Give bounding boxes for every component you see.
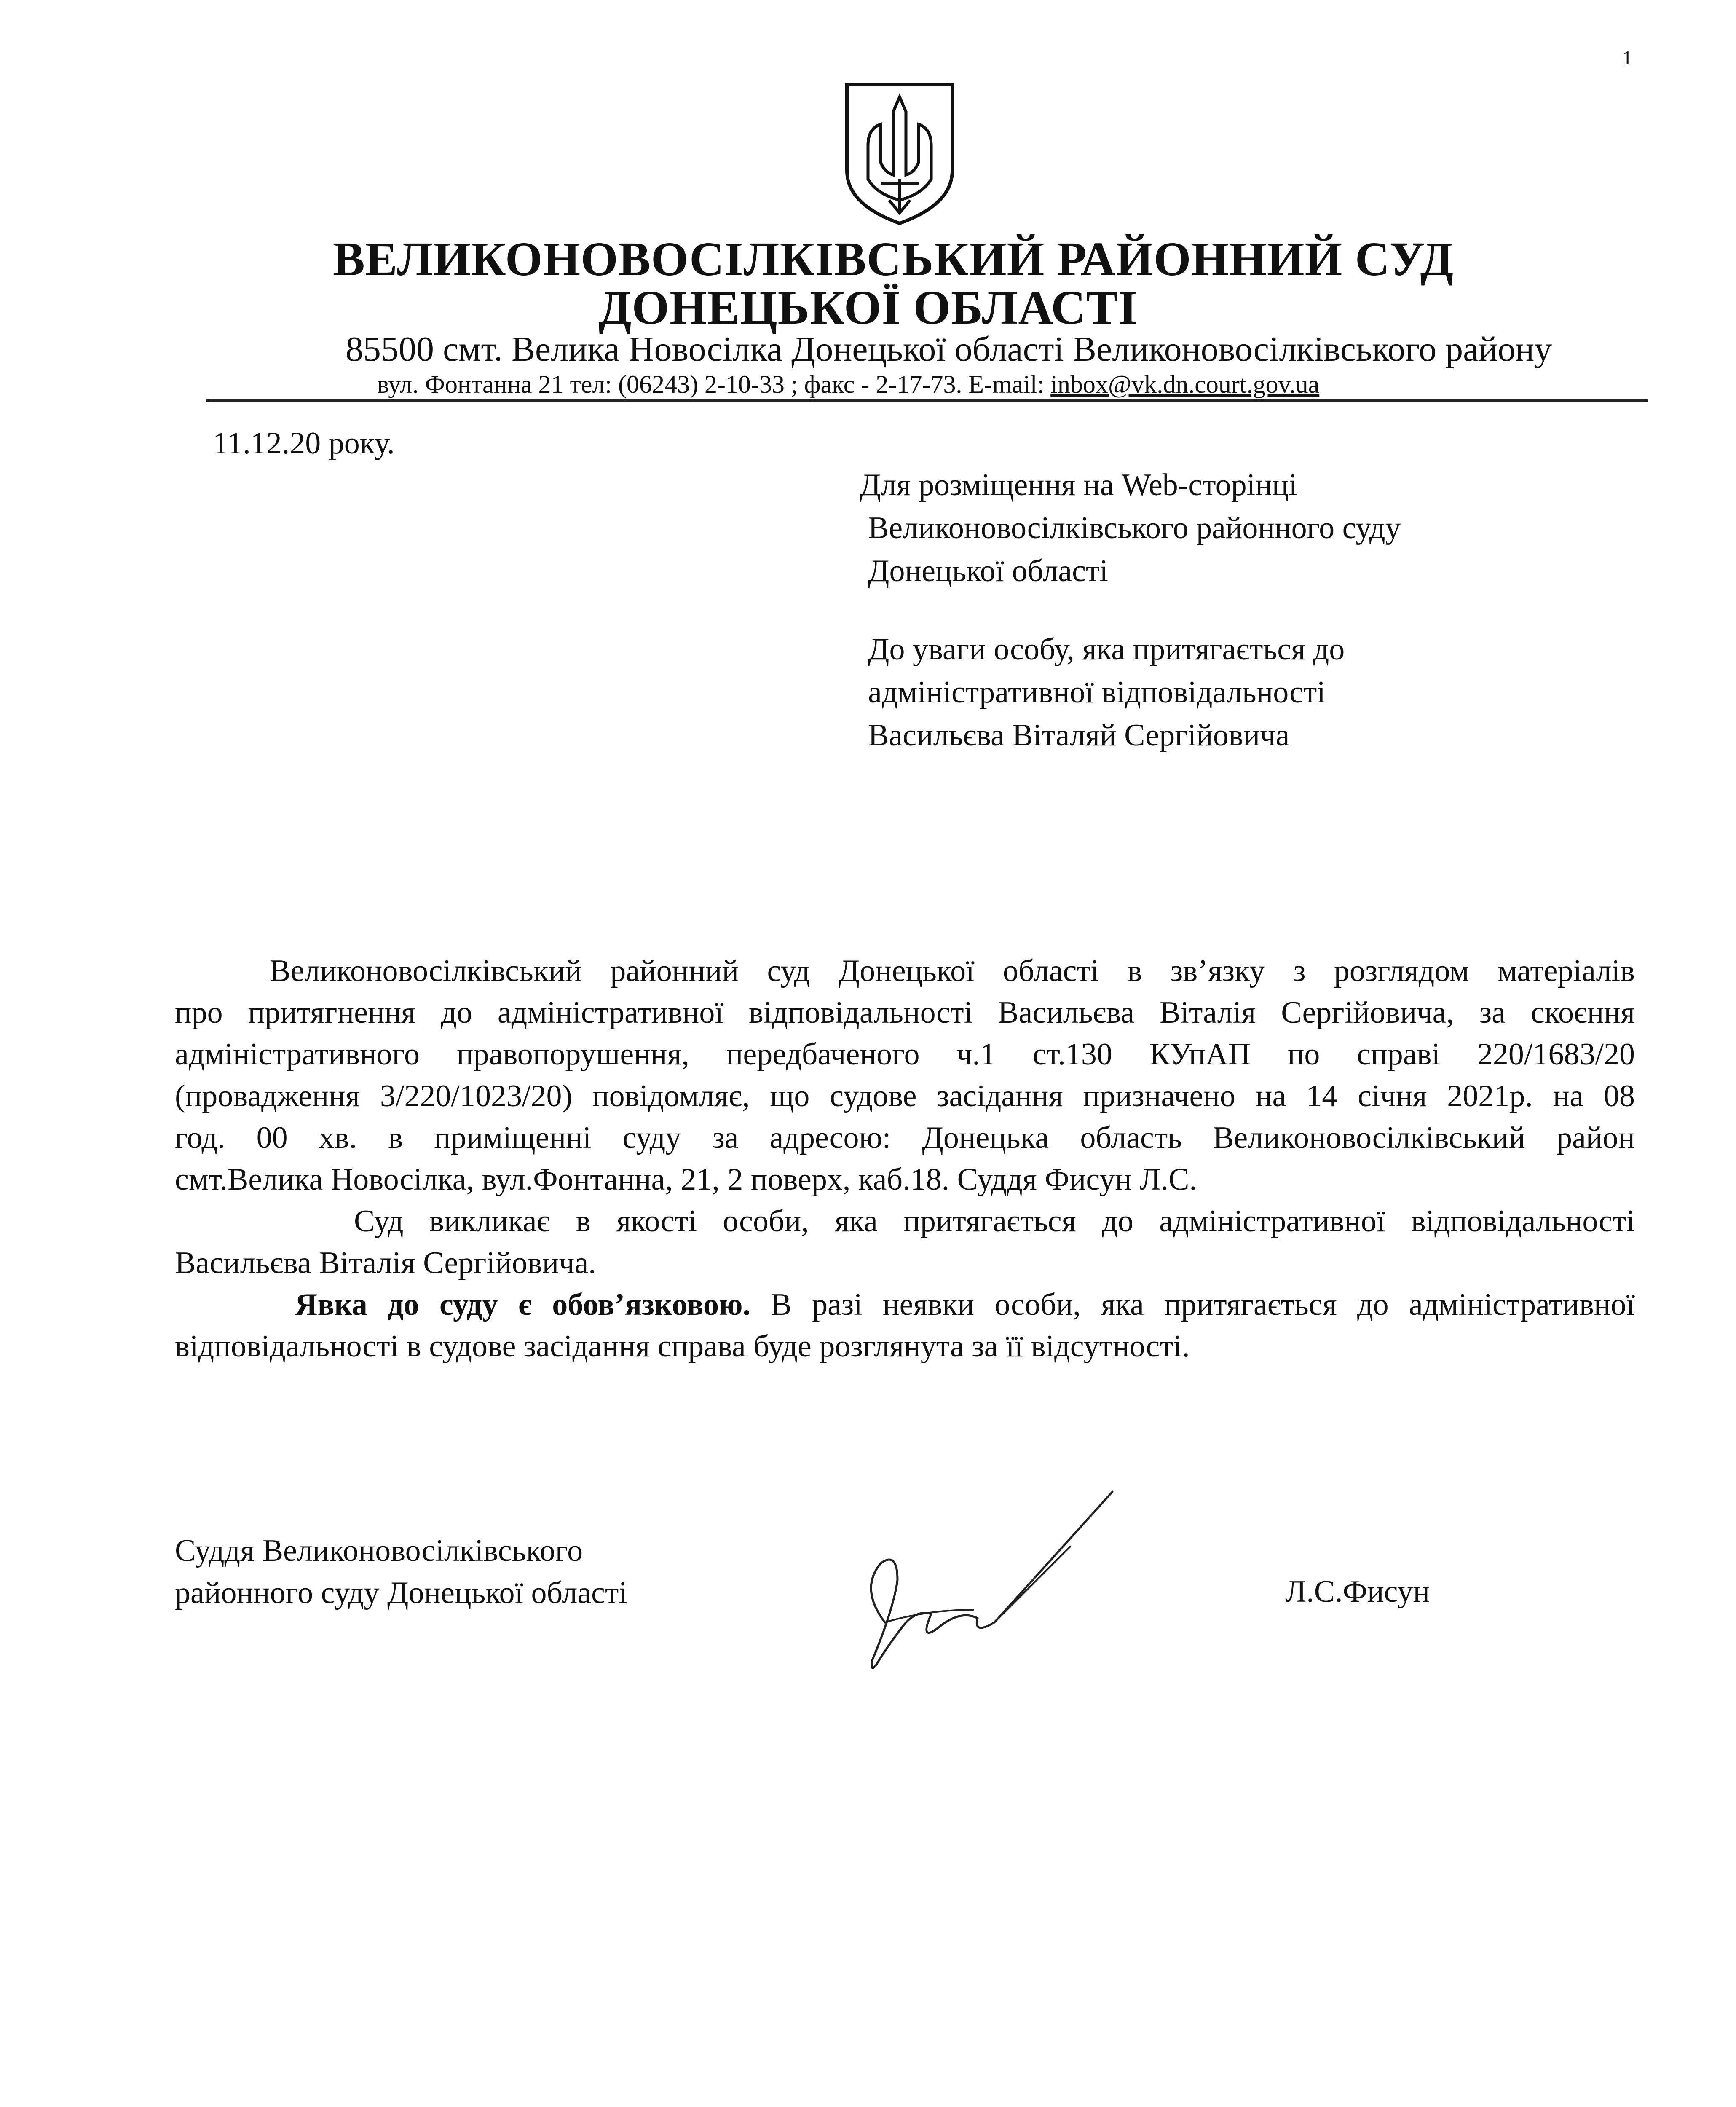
- body-line: про притягнення до адміністративної відповідальності Васильєва Віталія Сергійовича, за скоєння: [175, 995, 1635, 1030]
- page-number: 1: [1622, 47, 1632, 69]
- body-line: відповідальності в судове засідання справа буде розглянута за її відсутності.: [175, 1329, 1190, 1364]
- body-line: Великоновосілківський районний суд Донецької області в зв’язку з розглядом матеріалів: [270, 954, 1635, 988]
- signer-title-line: районного суду Донецької області: [175, 1576, 627, 1610]
- recipient-line: адміністративної відповідальності: [868, 675, 1326, 710]
- body-line: [295, 1284, 1635, 1326]
- signature: [834, 1483, 1129, 1694]
- recipient-line: Великоновосілківського районного суду: [868, 511, 1401, 545]
- recipient-line: Для розміщення на Web-сторінці: [860, 468, 1297, 502]
- header-divider: [206, 399, 1648, 402]
- email-link[interactable]: inbox@vk.dn.court.gov.ua: [1050, 370, 1320, 398]
- signer-name: Л.С.Фисун: [1285, 1574, 1430, 1609]
- coat-of-arms-emblem: [839, 78, 961, 230]
- document-date: 11.12.20 року.: [213, 426, 395, 461]
- recipient-line: До уваги особу, яка притягається до: [868, 632, 1345, 667]
- court-address: 85500 смт. Велика Новосілка Донецької області Великоновосілківського району: [346, 330, 1552, 369]
- body-line: (провадження 3/220/1023/20) повідомляє, що судове засідання призначено на 14 січня 2021р. на 08: [175, 1079, 1635, 1113]
- recipient-line: Васильєва Віталяй Сергійовича: [868, 718, 1290, 753]
- body-line: Васильєва Віталія Сергійовича.: [175, 1246, 596, 1280]
- recipient-line: Донецької області: [868, 554, 1108, 588]
- body-line: Суд викликає в якості особи, яка притягається до адміністративної відповідальності: [354, 1204, 1635, 1238]
- court-contacts: [377, 370, 1319, 399]
- court-name-line1: ВЕЛИКОНОВОСІЛКІВСЬКИЙ РАЙОННИЙ СУД: [332, 232, 1454, 286]
- body-line: год. 00 хв. в приміщенні суду за адресою: Донецька область Великоновосілківський район: [175, 1121, 1635, 1155]
- body-line: адміністративного правопорушення, передбаченого ч.1 ст.130 КУпАП по справі 220/1683/20: [175, 1037, 1635, 1072]
- body-line-rest: В разі неявки особи, яка притягається до адміністративної: [750, 1287, 1635, 1322]
- contacts-text: вул. Фонтанна 21 тел: (06243) 2-10-33 ; факс - 2-17-73. E-mail:: [377, 370, 1051, 398]
- attendance-mandatory-text: Явка до суду є обов’язковою.: [295, 1287, 751, 1322]
- court-name-line2: ДОНЕЦЬКОЇ ОБЛАСТІ: [598, 281, 1138, 334]
- body-line: смт.Велика Новосілка, вул.Фонтанна, 21, 2 поверх, каб.18. Суддя Фисун Л.С.: [175, 1162, 1197, 1197]
- signer-title-line: Суддя Великоновосілківського: [175, 1533, 583, 1568]
